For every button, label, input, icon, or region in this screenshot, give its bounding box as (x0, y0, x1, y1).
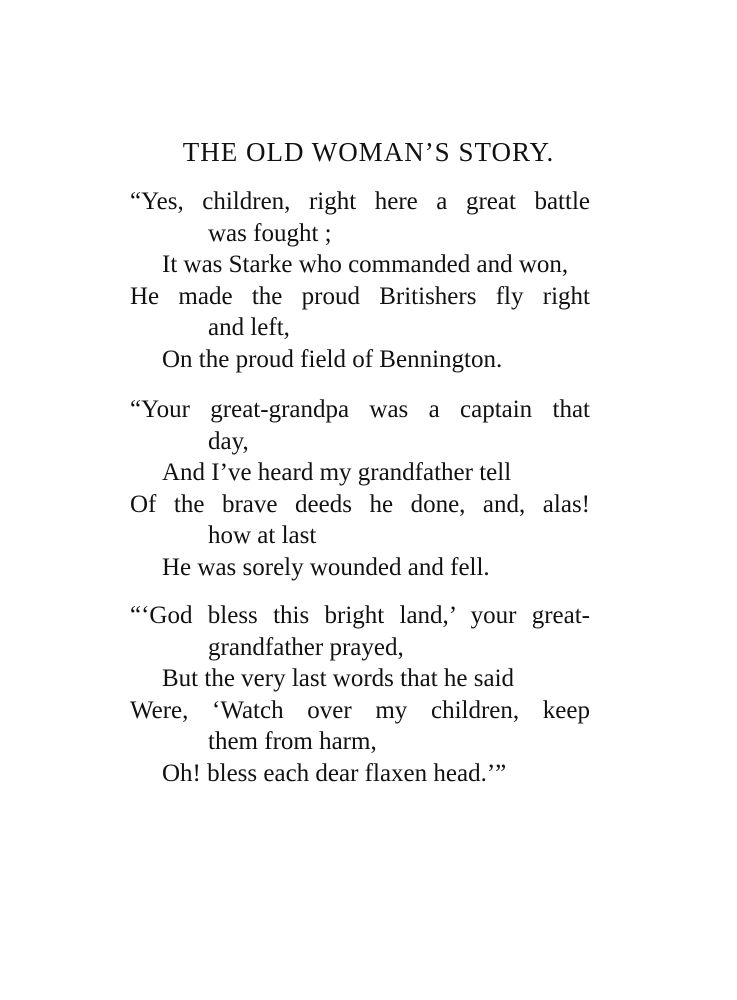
stanza-3 (0, 600, 737, 789)
poem-line (0, 695, 737, 727)
poem-line-text: On the proud field of Bennington. (162, 345, 503, 373)
poem-line (0, 186, 737, 218)
poem-line-text: day, (208, 427, 249, 455)
poem-line (0, 489, 737, 521)
poem-line (0, 600, 737, 632)
poem-line-text: grandfather prayed, (208, 633, 404, 661)
poem-line-text: “Your great-grandpa was a captain that (130, 396, 590, 423)
poem-line (0, 726, 737, 758)
poem-line-text: how at last (208, 522, 317, 549)
poem-line (0, 281, 737, 313)
poem-line-text: Of the brave deeds he done, and, alas! (130, 490, 590, 518)
poem-line (0, 218, 737, 250)
poem-line-text: He made the proud Britishers fly right (130, 282, 590, 310)
poem-line (0, 249, 737, 281)
poem-line-text: It was Starke who commanded and won, (162, 251, 569, 278)
poem-line (0, 344, 737, 376)
poem-line (0, 663, 737, 695)
poem-line (0, 552, 737, 584)
stanza-1 (0, 186, 737, 375)
poem-line-text: But the very last words that he said (162, 665, 515, 692)
poem-line (0, 758, 737, 790)
poem-line-text: Oh! bless each dear flaxen head.’” (162, 759, 507, 787)
poem-line (0, 520, 737, 552)
stanza-2 (0, 394, 737, 583)
poem-line (0, 632, 737, 664)
poem-line-text: And I’ve heard my grandfather tell (162, 459, 512, 486)
poem-line-text: “‘God bless this bright land,’ your great- (130, 602, 590, 629)
poem-line-text: Were, ‘Watch over my children, keep (130, 696, 590, 724)
poem-line-text: and left, (208, 314, 290, 341)
poem-title: THE OLD WOMAN’S STORY. (182, 137, 555, 167)
poem-line-text: them from harm, (208, 728, 377, 755)
poem-line (0, 426, 737, 458)
poem-line-text: was fought ; (208, 219, 332, 247)
poem-line (0, 312, 737, 344)
poem-line-text: “Yes, children, right here a great battle (130, 188, 590, 215)
poem-line-text: He was sorely wounded and fell. (162, 553, 490, 581)
poem-line (0, 457, 737, 489)
poem-line (0, 394, 737, 426)
